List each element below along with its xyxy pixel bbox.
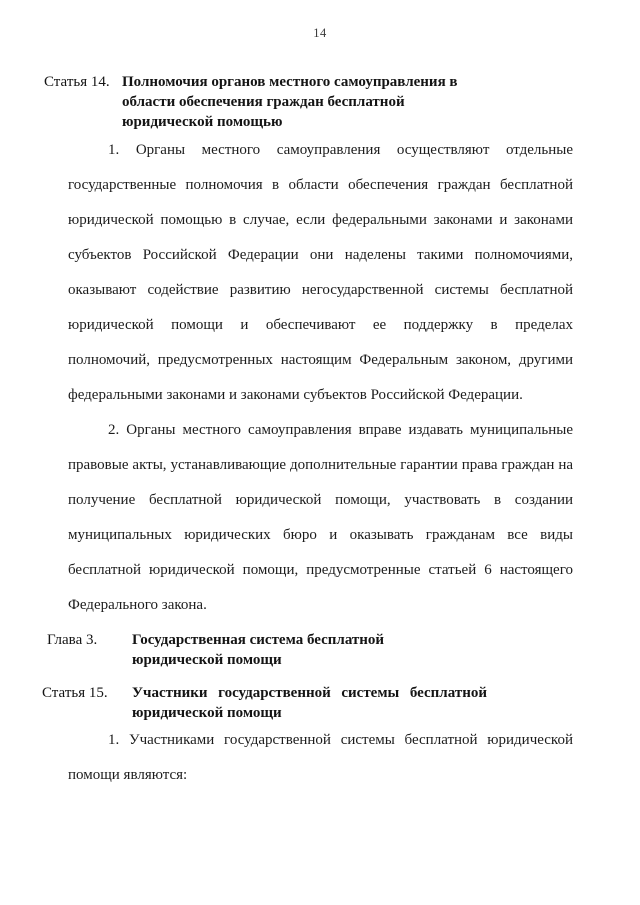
text-line: федеральными законами и законами субъектов Российской Федерации. [68,387,523,403]
chapter-3-title [132,630,384,670]
heading-line: области обеспечения граждан бесплатной [122,94,405,110]
heading-line: Полномочия органов местного самоуправления в [122,74,458,90]
page-number: 14 [313,26,327,40]
heading-line: юридической помощи [132,705,282,721]
text-line: оказывают содействие развитию негосударственной системы бесплатной [68,282,573,298]
article-14-body [68,133,573,623]
chapter-3-label: Глава 3. [47,632,98,648]
article-15-body [68,723,573,793]
text-line: муниципальных юридических бюро и оказывать гражданам все виды [68,527,573,543]
text-line: полномочий, предусмотренных настоящим Федеральным законом, другими [68,352,573,368]
text-line: юридической помощи и обеспечивают ее поддержку в пределах [68,317,573,333]
text-line: помощи являются: [68,767,188,783]
article-14-label: Статья 14. [44,74,110,90]
text-line: 1. Органы местного самоуправления осуществляют отдельные [108,142,573,158]
article-14-heading [44,72,640,132]
text-line: субъектов Российской Федерации они наделены такими полномочиями, [68,247,573,263]
text-line: 1. Участниками государственной системы бесплатной юридической [108,732,573,748]
heading-line: юридической помощью [122,114,283,130]
text-line: Федерального закона. [68,597,207,613]
heading-line: юридической помощи [132,652,282,668]
article-15-label: Статья 15. [42,685,108,701]
text-line: правовые акты, устанавливающие дополнительные гарантии права граждан на [68,457,573,473]
text-line: юридической помощью в случае, если федеральными законами и законами [68,212,573,228]
chapter-3-heading [47,630,640,670]
article-15-title [132,683,487,723]
heading-line: Государственная система бесплатной [132,632,385,648]
text-line: получение бесплатной юридической помощи, участвовать в создании [68,492,573,508]
text-line: бесплатной юридической помощи, предусмотренные статьей 6 настоящего [68,562,573,578]
heading-line: Участники государственной системы бесплатной [132,685,487,701]
text-line: 2. Органы местного самоуправления вправе издавать муниципальные [108,422,573,438]
article-15-heading [42,683,640,723]
article-14-title [122,72,458,132]
text-line: государственные полномочия в области обеспечения граждан бесплатной [68,177,573,193]
